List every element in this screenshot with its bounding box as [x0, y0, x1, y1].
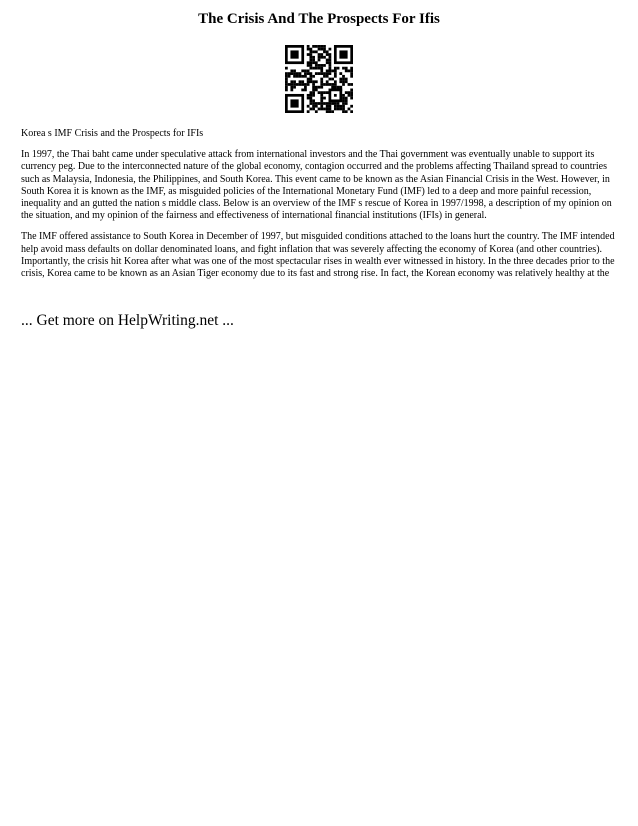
paragraph-1: In 1997, the Thai baht came under speculative attack from international investors and the Thai government was eventually unable to support its currency peg. Due to the interconnected nature of the global economy, contagion occurred and the problems affecting Thailand spread to countries such as Malaysia, Indonesia, the Philippines, and South Korea. This event came to be known as the Asian Financial Crisis in the West. However, in South Korea it is known as the IMF, as misguided policies of the International Monetary Fund (IMF) led to a deep and more painful recession, inequality and an gutted the nation s middle class. Below is an overview of the IMF s rescue of Korea in 1997/1998, a description of my opinion on the situation, and my opinion of the fairness and effectiveness of international financial institutions (IFIs) in general.	[21, 149, 612, 222]
document-body	[21, 128, 621, 289]
document-heading-line: Korea s IMF Crisis and the Prospects for IFIs	[21, 128, 204, 139]
qr-code-graphic	[285, 45, 353, 113]
paragraph-2: The IMF offered assistance to South Korea in December of 1997, but misguided conditions attached to the loans hurt the country. The IMF intended help avoid mass defaults on dollar denominated loans, and fight inflation that was severely affecting the economy of Korea (and other countries). Importantly, the crisis hit Korea after what was one of the most spectacular rises in wealth ever witnessed in history. In the three decades prior to the crisis, Korea came to be known as an Asian Tiger economy due to its fast and strong rise. In fact, the Korean economy was relatively healthy at the	[21, 231, 615, 280]
qr-code-icon	[285, 45, 353, 113]
document-title: The Crisis And The Prospects For Ifis	[198, 11, 440, 27]
get-more-link[interactable]: ... Get more on HelpWriting.net ...	[21, 312, 234, 329]
